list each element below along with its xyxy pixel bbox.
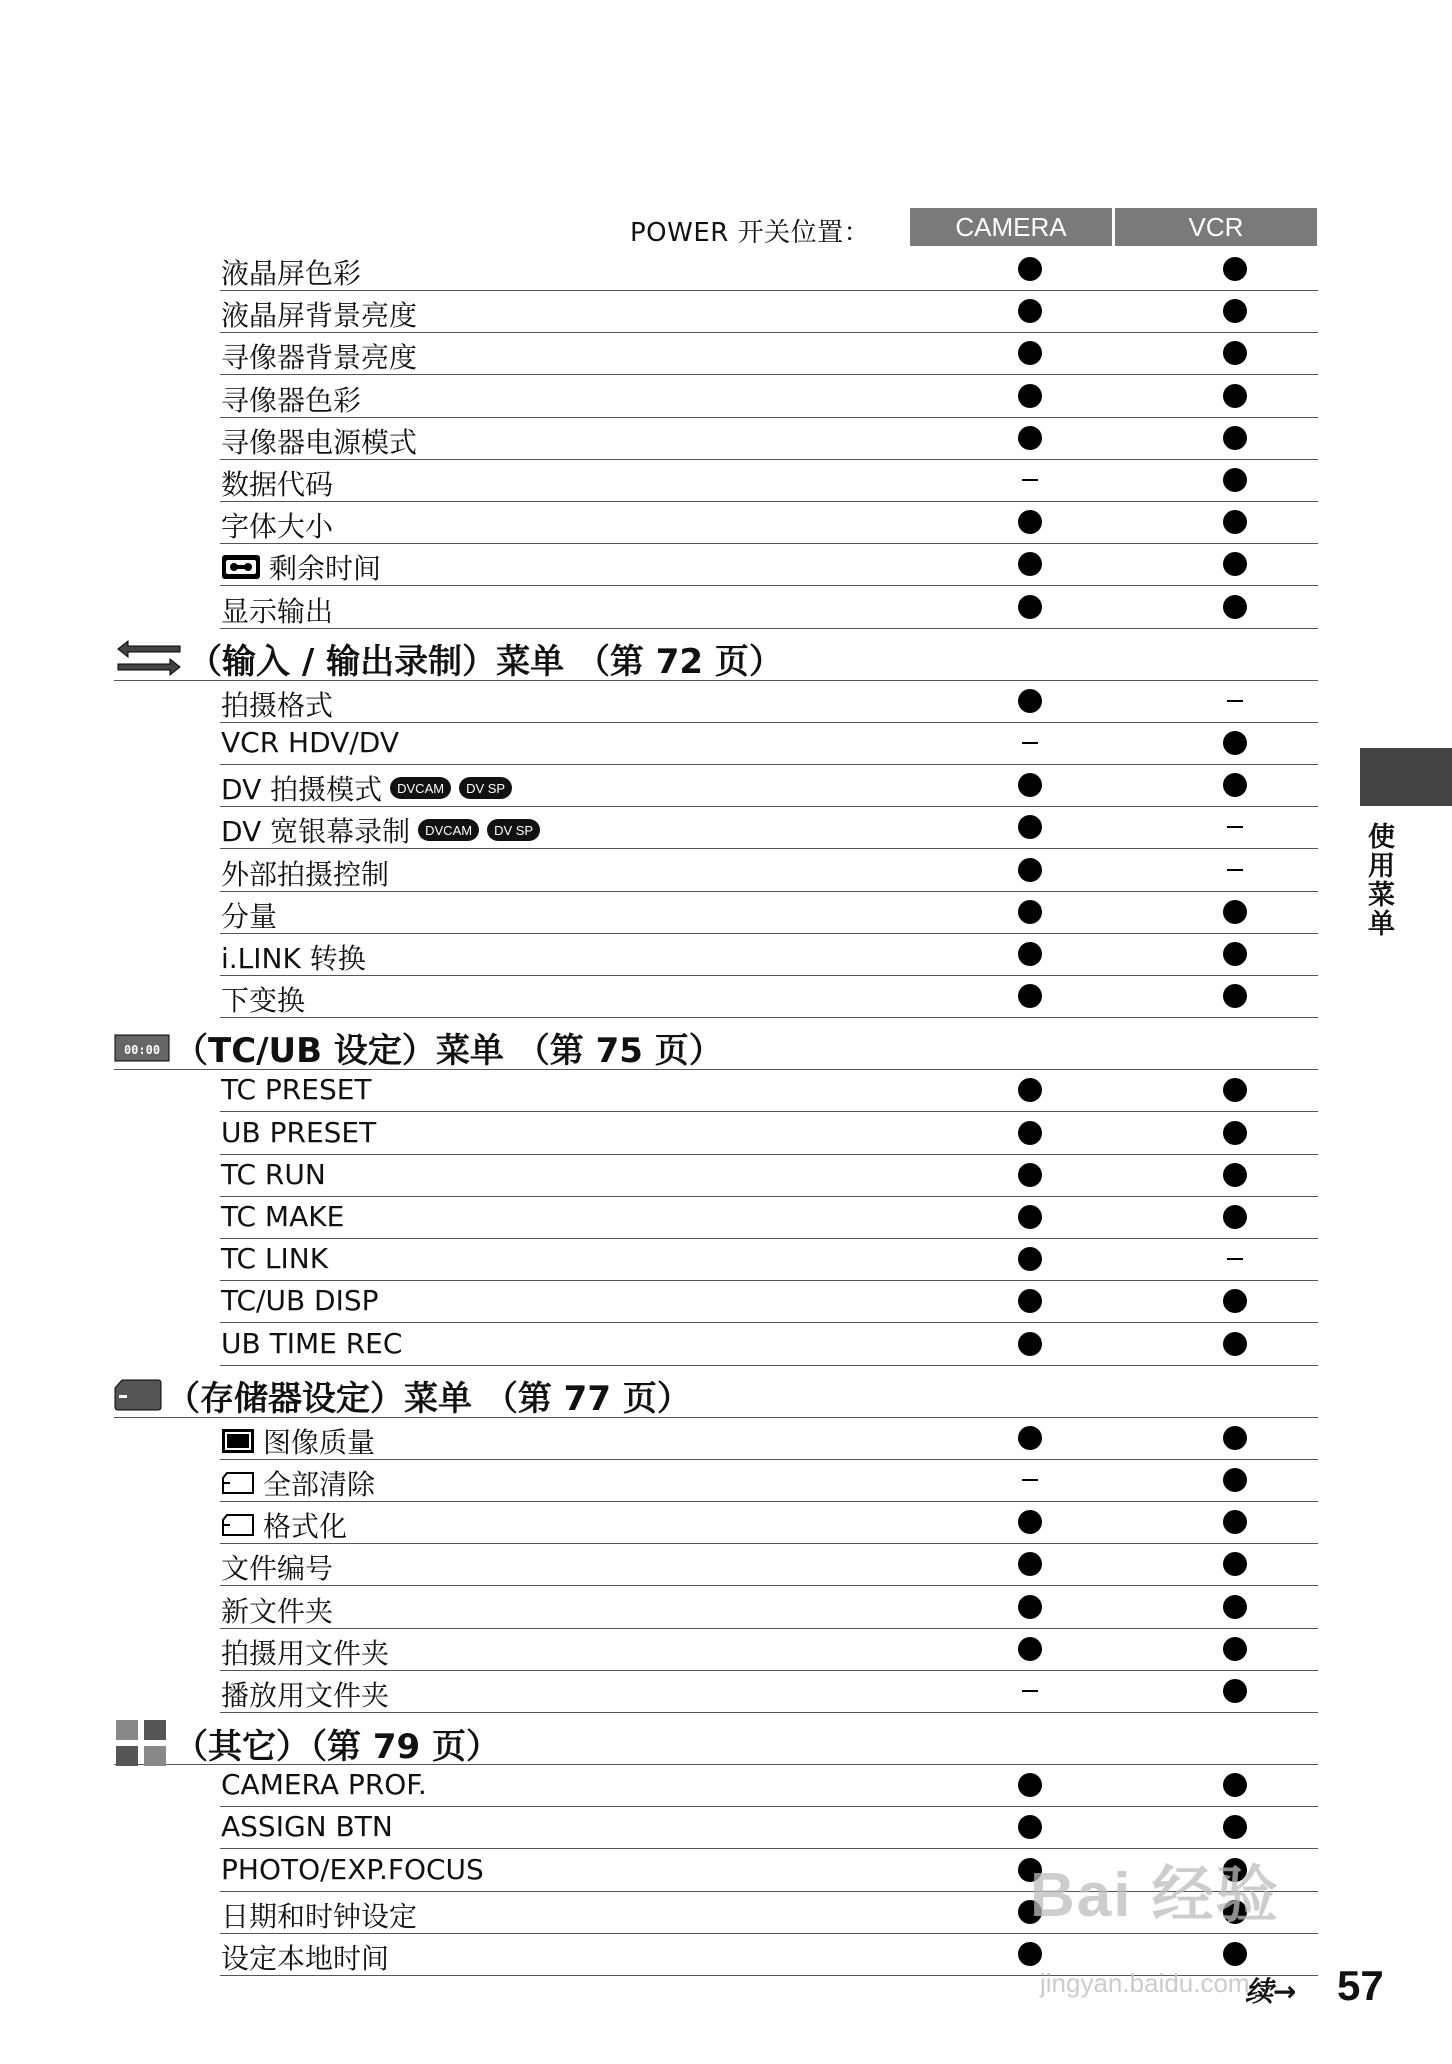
table-row (220, 1501, 1318, 1544)
available-dot (1223, 1332, 1247, 1356)
page-number: 57 (1337, 1962, 1384, 2009)
row-label (221, 1158, 326, 1191)
available-dot (1018, 984, 1042, 1008)
vcr-cell (1215, 1594, 1255, 1620)
vcr-cell (1215, 1772, 1255, 1798)
available-dot (1223, 731, 1247, 755)
row-label (221, 1463, 375, 1503)
camera-cell (1010, 425, 1050, 451)
not-available-dash (1227, 869, 1243, 871)
card-small-icon (221, 1513, 255, 1537)
table-row (220, 1280, 1318, 1323)
vcr-cell (1215, 256, 1255, 282)
table-row (220, 1628, 1318, 1671)
available-dot (1223, 257, 1247, 281)
table-row (220, 849, 1318, 892)
camera-cell (1010, 899, 1050, 925)
row-label (221, 768, 512, 808)
row-label-text: UB PRESET (221, 1115, 377, 1149)
row-label (221, 421, 417, 461)
available-dot (1018, 257, 1042, 281)
row-label (221, 1674, 389, 1714)
available-dot (1018, 858, 1042, 882)
available-dot (1018, 384, 1042, 408)
available-dot (1018, 510, 1042, 534)
row-label (221, 336, 417, 376)
available-dot (1223, 1205, 1247, 1229)
camera-cell (1010, 1246, 1050, 1272)
section-title (114, 634, 783, 683)
table-row (220, 332, 1318, 375)
row-label-text: ASSIGN BTN (221, 1810, 393, 1844)
camera-cell (1010, 1941, 1050, 1967)
available-dot (1223, 900, 1247, 924)
continued-arrow: → (1273, 1975, 1297, 2008)
row-label-text: 日期和时钟设定 (221, 1899, 418, 1933)
available-dot (1223, 595, 1247, 619)
row-label (221, 294, 417, 334)
row-label (221, 895, 277, 935)
row-label-text: TC PRESET (221, 1073, 372, 1107)
table-row (220, 1112, 1318, 1155)
row-label-text: UB TIME REC (221, 1326, 403, 1360)
table-row (220, 722, 1318, 765)
vcr-cell (1215, 383, 1255, 409)
vcr-cell (1215, 1331, 1255, 1357)
format-badge: DVCAM (390, 777, 451, 799)
row-label-text: TC/UB DISP (221, 1284, 379, 1318)
vcr-cell (1215, 509, 1255, 535)
available-dot (1223, 1163, 1247, 1187)
available-dot (1018, 1205, 1042, 1229)
row-label (221, 1632, 389, 1672)
camera-cell (1010, 688, 1050, 714)
table-row (220, 417, 1318, 460)
available-dot (1018, 595, 1042, 619)
not-available-dash (1227, 1258, 1243, 1260)
row-label (221, 937, 366, 977)
row-label-text: i.LINK 转换 (221, 942, 366, 975)
vcr-cell (1215, 899, 1255, 925)
table-row (220, 891, 1318, 934)
available-dot (1223, 341, 1247, 365)
camera-cell (1010, 1772, 1050, 1798)
camera-cell (1010, 1120, 1050, 1146)
available-dot (1223, 1942, 1247, 1966)
available-dot (1223, 299, 1247, 323)
camera-cell (1010, 941, 1050, 967)
vcr-cell (1215, 467, 1255, 493)
table-row (220, 680, 1318, 723)
format-badge: DV SP (487, 819, 540, 841)
table-row (220, 933, 1318, 976)
section-heading (114, 1367, 1318, 1418)
camera-cell (1010, 730, 1050, 756)
camera-cell (1010, 1814, 1050, 1840)
power-switch-label: POWER 开关位置： (630, 218, 871, 248)
other-grid-icon (114, 1718, 170, 1768)
row-label-text: 设定本地时间 (221, 1942, 390, 1975)
row-label (221, 505, 333, 545)
row-label-text: CAMERA PROF. (221, 1768, 427, 1802)
row-label-text: PHOTO/EXP.FOCUS (221, 1852, 484, 1886)
camera-cell (1010, 256, 1050, 282)
row-label-text: 数据代码 (221, 468, 334, 501)
camera-cell (1010, 298, 1050, 324)
camera-cell (1010, 1551, 1050, 1577)
vcr-cell (1215, 551, 1255, 577)
format-badge: DV SP (459, 777, 512, 799)
available-dot (1018, 1121, 1042, 1145)
camera-cell (1010, 1636, 1050, 1662)
available-dot (1223, 1679, 1247, 1703)
row-label-text: VCR HDV/DV (221, 726, 399, 759)
row-label-text: 寻像器背景亮度 (221, 341, 418, 375)
vcr-cell (1215, 1425, 1255, 1451)
section-title (114, 1718, 500, 1768)
row-label (221, 853, 389, 893)
available-dot (1223, 1595, 1247, 1619)
row-label-text: 显示输出 (221, 594, 334, 628)
image-quality-icon (221, 1428, 255, 1454)
row-label-text: 播放用文件夹 (221, 1679, 390, 1712)
table-row (220, 1323, 1318, 1366)
row-label (221, 979, 305, 1019)
camera-cell (1010, 1509, 1050, 1535)
vcr-cell (1215, 941, 1255, 967)
vcr-cell (1215, 772, 1255, 798)
row-label-text: 分量 (221, 899, 278, 933)
row-label (221, 252, 361, 292)
available-dot (1018, 1332, 1042, 1356)
vcr-cell (1215, 1288, 1255, 1314)
available-dot (1018, 1773, 1042, 1797)
available-dot (1223, 468, 1247, 492)
row-label-text: 全部清除 (263, 1468, 376, 1501)
camera-cell (1010, 1204, 1050, 1230)
available-dot (1018, 1552, 1042, 1576)
table-row (220, 1764, 1318, 1807)
row-label (221, 1116, 376, 1149)
row-label (221, 1505, 347, 1545)
vcr-cell (1215, 298, 1255, 324)
row-label-text: 外部拍摄控制 (221, 857, 390, 891)
available-dot (1018, 552, 1042, 576)
row-label (221, 726, 399, 759)
row-label-text: 拍摄格式 (221, 688, 334, 722)
vcr-cell (1215, 1509, 1255, 1535)
row-label (221, 1590, 333, 1630)
available-dot (1018, 1637, 1042, 1661)
row-label-text: 文件编号 (221, 1552, 334, 1586)
not-available-dash (1227, 826, 1243, 828)
row-label-text: DV 宽银幕录制 (221, 815, 411, 849)
available-dot (1018, 900, 1042, 924)
vcr-cell (1215, 1814, 1255, 1840)
available-dot (1018, 942, 1042, 966)
table-row (220, 764, 1318, 807)
table-row (220, 501, 1318, 544)
in-out-arrows-icon (114, 635, 184, 681)
camera-cell (1010, 814, 1050, 840)
vcr-cell (1215, 1162, 1255, 1188)
row-label-text: TC LINK (221, 1242, 329, 1276)
vcr-cell (1215, 688, 1255, 714)
row-label-text: 寻像器电源模式 (221, 425, 418, 459)
vcr-cell (1215, 425, 1255, 451)
section-title-text: （其它）（第 79 页） (174, 1726, 500, 1767)
camera-cell (1010, 383, 1050, 409)
camera-cell (1010, 857, 1050, 883)
available-dot (1223, 1426, 1247, 1450)
available-dot (1018, 773, 1042, 797)
row-label-text: 剩余时间 (269, 552, 382, 586)
table-row (220, 290, 1318, 333)
row-label-text: DV 拍摄模式 (221, 773, 383, 807)
section-title (114, 1371, 691, 1420)
available-dot (1018, 689, 1042, 713)
table-row (220, 1670, 1318, 1713)
camera-cell (1010, 594, 1050, 620)
available-dot (1018, 1942, 1042, 1966)
table-row (220, 1459, 1318, 1502)
row-label-text: 拍摄用文件夹 (221, 1636, 390, 1670)
column-header-camera: CAMERA (910, 208, 1112, 246)
available-dot (1018, 299, 1042, 323)
row-label-text: 格式化 (263, 1510, 348, 1544)
watermark-text: Bai 经验 (1030, 1861, 1280, 1930)
format-badge: DVCAM (418, 819, 479, 841)
camera-cell (1010, 467, 1050, 493)
available-dot (1018, 426, 1042, 450)
row-label (221, 684, 333, 724)
row-label-text: 下变换 (221, 984, 306, 1018)
row-label (221, 590, 333, 630)
camera-cell (1010, 1162, 1050, 1188)
side-tab-marker (1360, 748, 1452, 806)
row-label-text: 新文件夹 (221, 1594, 334, 1628)
section-title-text: （输入 / 输出录制）菜单 （第 72 页） (188, 641, 783, 682)
card-small-icon (221, 1471, 255, 1495)
camera-cell (1010, 1425, 1050, 1451)
row-label (221, 1937, 389, 1977)
table-row (220, 459, 1318, 502)
row-label (221, 1810, 393, 1843)
camera-cell (1010, 509, 1050, 535)
available-dot (1018, 1289, 1042, 1313)
vcr-cell (1215, 1551, 1255, 1577)
table-row (220, 543, 1318, 586)
row-label (221, 547, 381, 587)
vcr-cell (1215, 1204, 1255, 1230)
vcr-cell (1215, 814, 1255, 840)
table-row (220, 1586, 1318, 1629)
watermark-logo (1030, 1845, 1280, 1934)
available-dot (1223, 1121, 1247, 1145)
section-title-text: （存储器设定）菜单 （第 77 页） (166, 1378, 691, 1419)
available-dot (1018, 1247, 1042, 1271)
camera-cell (1010, 1467, 1050, 1493)
available-dot (1223, 942, 1247, 966)
row-label-text: 图像质量 (263, 1425, 376, 1459)
vcr-cell (1215, 1636, 1255, 1662)
vcr-cell (1215, 340, 1255, 366)
table-row (220, 1238, 1318, 1281)
row-label (221, 810, 540, 850)
row-label (221, 1895, 417, 1935)
table-row (220, 248, 1318, 291)
camera-cell (1010, 1594, 1050, 1620)
row-label-text: 寻像器色彩 (221, 383, 362, 417)
column-header-vcr: VCR (1115, 208, 1317, 246)
table-row (220, 975, 1318, 1018)
row-label (221, 1284, 379, 1317)
available-dot (1018, 1078, 1042, 1102)
vcr-cell (1215, 730, 1255, 756)
row-label (221, 1421, 375, 1461)
available-dot (1223, 1815, 1247, 1839)
camera-cell (1010, 772, 1050, 798)
available-dot (1018, 1815, 1042, 1839)
vcr-cell (1215, 594, 1255, 620)
row-label-text: 字体大小 (221, 510, 334, 544)
table-row (220, 1196, 1318, 1239)
available-dot (1223, 1552, 1247, 1576)
available-dot (1018, 1510, 1042, 1534)
row-label-text: 液晶屏背景亮度 (221, 299, 418, 333)
vcr-cell (1215, 1120, 1255, 1146)
tape-icon (221, 553, 261, 581)
not-available-dash (1022, 742, 1038, 744)
available-dot (1223, 984, 1247, 1008)
table-row (220, 586, 1318, 629)
not-available-dash (1227, 700, 1243, 702)
not-available-dash (1022, 479, 1038, 481)
available-dot (1223, 510, 1247, 534)
camera-cell (1010, 1678, 1050, 1704)
available-dot (1018, 1426, 1042, 1450)
continued-text: 续 (1245, 1975, 1274, 2008)
vcr-cell (1215, 1246, 1255, 1272)
section-title (114, 1023, 723, 1072)
available-dot (1018, 815, 1042, 839)
row-label (221, 463, 333, 503)
row-label (221, 379, 361, 419)
row-label-text: 液晶屏色彩 (221, 257, 362, 290)
continued-label (1245, 1970, 1296, 2010)
camera-cell (1010, 1288, 1050, 1314)
memory-card-icon (114, 1378, 162, 1412)
available-dot (1223, 1510, 1247, 1534)
table-row (220, 1154, 1318, 1197)
table-row (220, 375, 1318, 418)
row-label (221, 1547, 333, 1587)
available-dot (1223, 384, 1247, 408)
vcr-cell (1215, 1678, 1255, 1704)
row-label (221, 1073, 372, 1106)
row-label (221, 1853, 484, 1886)
vcr-cell (1215, 1941, 1255, 1967)
row-label (221, 1200, 344, 1233)
section-heading (114, 1714, 1318, 1765)
table-row (220, 1417, 1318, 1460)
available-dot (1223, 552, 1247, 576)
available-dot (1223, 1773, 1247, 1797)
section-heading (114, 1019, 1318, 1070)
vcr-cell (1215, 857, 1255, 883)
available-dot (1018, 1163, 1042, 1187)
not-available-dash (1022, 1690, 1038, 1692)
table-row (220, 1806, 1318, 1849)
timecode-icon (114, 1033, 170, 1063)
watermark-url: jingyan.baidu.com (1040, 1968, 1250, 1998)
row-label (221, 1768, 427, 1801)
available-dot (1018, 1595, 1042, 1619)
section-title-text: （TC/UB 设定）菜单 （第 75 页） (174, 1031, 723, 1072)
vcr-cell (1215, 1077, 1255, 1103)
not-available-dash (1022, 1479, 1038, 1481)
camera-cell (1010, 1331, 1050, 1357)
available-dot (1223, 1078, 1247, 1102)
section-heading (114, 630, 1318, 681)
camera-cell (1010, 340, 1050, 366)
available-dot (1223, 426, 1247, 450)
available-dot (1018, 341, 1042, 365)
camera-cell (1010, 551, 1050, 577)
vcr-cell (1215, 1467, 1255, 1493)
table-row (220, 1069, 1318, 1112)
vcr-cell (1215, 983, 1255, 1009)
available-dot (1223, 773, 1247, 797)
row-label (221, 1327, 402, 1360)
available-dot (1223, 1468, 1247, 1492)
camera-cell (1010, 1077, 1050, 1103)
available-dot (1223, 1637, 1247, 1661)
camera-cell (1010, 983, 1050, 1009)
row-label-text: TC MAKE (221, 1200, 345, 1233)
side-tab-label: 使用菜单 (1363, 822, 1394, 938)
table-row (220, 1543, 1318, 1586)
available-dot (1223, 1289, 1247, 1313)
table-row (220, 806, 1318, 849)
row-label-text: TC RUN (221, 1157, 326, 1191)
svg-text:00:00: 00:00 (123, 1042, 161, 1057)
row-label (221, 1242, 328, 1275)
